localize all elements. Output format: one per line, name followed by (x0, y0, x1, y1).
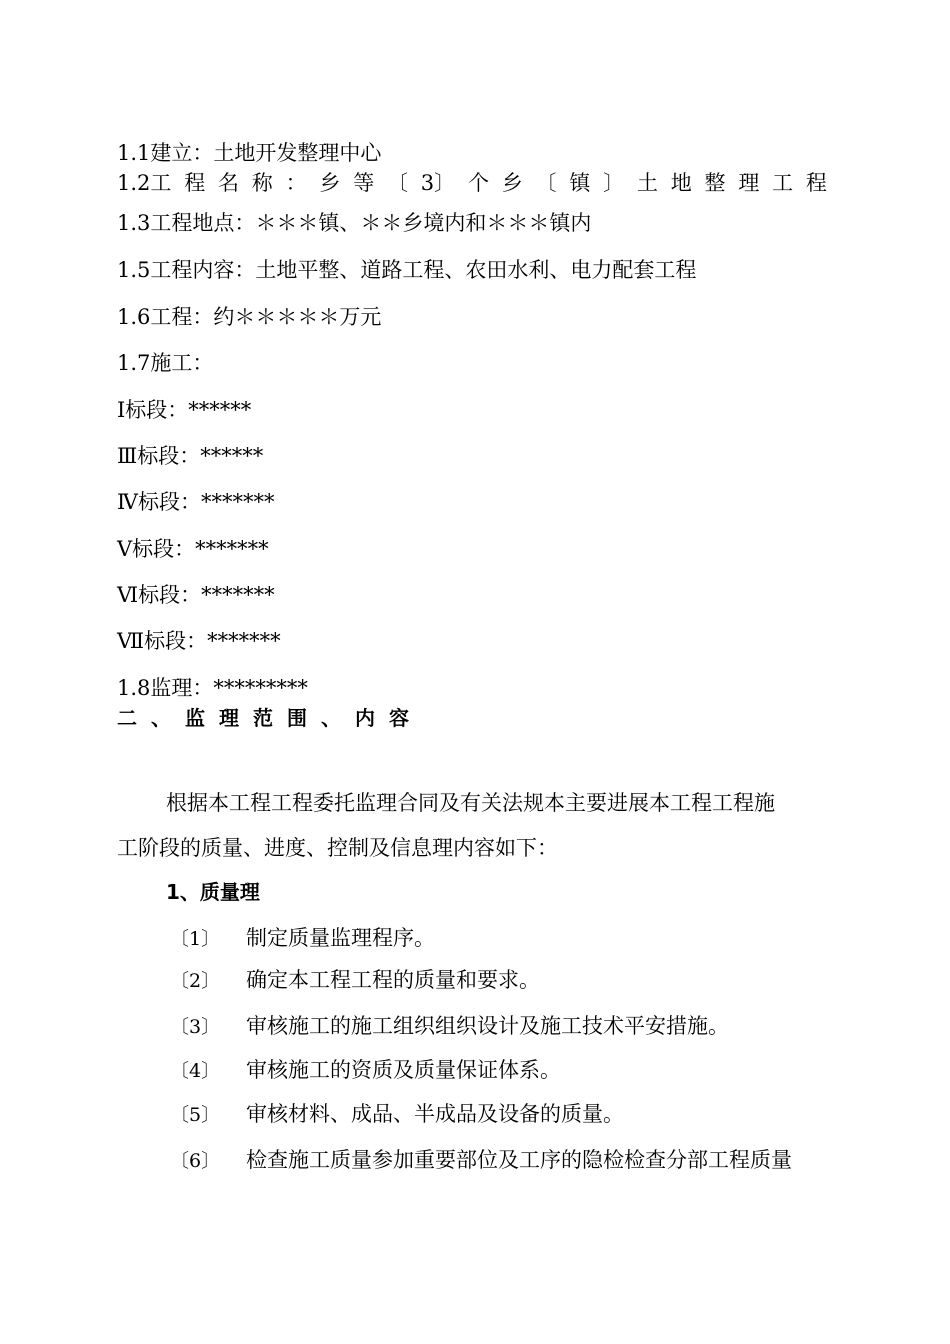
item-text: 确定本工程工程的质量和要求。 (246, 968, 540, 992)
project-name-char: 程 (805, 171, 827, 195)
project-name-char: 〔 (386, 171, 408, 195)
project-name-char: 等 (353, 171, 375, 195)
item-text: 制定质量监理程序。 (246, 926, 435, 950)
item-text: 检查施工质量参加重要部位及工序的隐检检查分部工程质量 (246, 1148, 792, 1172)
bid-section-line: Ⅲ标段：****** (117, 444, 264, 468)
item-number: 〔1〕 (170, 928, 221, 950)
project-name-char: 地 (670, 171, 692, 195)
project-name-char: 称 (251, 171, 273, 195)
paragraph-line: 根据本工程工程委托监理合同及有关法规本主要进展本工程工程施 (166, 791, 775, 815)
bid-section-line: Ⅴ标段：******* (117, 537, 269, 561)
project-name-char: 名 (218, 171, 239, 195)
project-name-char: 个 (467, 171, 489, 195)
item-text: 审核施工的施工组织组织设计及施工技术平安措施。 (246, 1014, 729, 1038)
project-name-char: 〕 (603, 171, 625, 195)
project-name-char: 1.2工 (117, 171, 172, 195)
contractor-line: 1.7施工： (117, 351, 214, 375)
list-item (170, 966, 540, 995)
project-content-line: 1.5工程内容：土地平整、道路工程、农田水利、电力配套工程 (117, 258, 697, 282)
paragraph-line: 工阶段的质量、进度、控制及信息理内容如下： (117, 836, 558, 860)
list-item (170, 1012, 729, 1041)
project-name-char: 理 (738, 171, 760, 195)
item-number: 〔5〕 (170, 1104, 221, 1126)
subsection-heading: 1、质量理 (166, 880, 260, 904)
item-number: 〔4〕 (170, 1060, 221, 1082)
client-line: 1.1建立：土地开发整理中心 (117, 141, 382, 165)
list-item (170, 1056, 561, 1085)
bid-section-line: Ⅶ标段：******* (117, 629, 281, 653)
project-name-char: 3〕 (420, 171, 456, 195)
item-number: 〔6〕 (170, 1150, 221, 1172)
section-heading: 二、监理范围、内容 (117, 706, 423, 730)
supervisor-line: 1.8监理：********* (117, 676, 308, 700)
project-name-char: 整 (704, 171, 726, 195)
project-name-char: 工 (772, 171, 794, 195)
project-name-char: 土 (636, 171, 658, 195)
project-name-char: 乡 (501, 171, 523, 195)
project-location-line: 1.3工程地点：＊＊＊镇、＊＊乡境内和＊＊＊镇内 (117, 211, 592, 235)
item-number: 〔2〕 (170, 970, 221, 992)
list-item (170, 1146, 792, 1175)
project-name-char: 镇 (569, 171, 591, 195)
item-text: 审核施工的资质及质量保证体系。 (246, 1058, 561, 1082)
list-item (170, 1100, 624, 1129)
project-cost-line: 1.6工程：约＊＊＊＊＊万元 (117, 305, 382, 329)
project-name-char: 〔 (535, 171, 557, 195)
bid-section-line: Ⅵ标段：******* (117, 583, 275, 607)
bid-section-line: Ⅰ标段：****** (117, 398, 252, 422)
item-number: 〔3〕 (170, 1016, 221, 1038)
item-text: 审核材料、成品、半成品及设备的质量。 (246, 1102, 624, 1126)
project-name-char: ： (285, 171, 307, 195)
project-name-char: 程 (184, 171, 206, 195)
bid-section-line: Ⅳ标段：******* (117, 490, 275, 514)
list-item (170, 924, 435, 953)
project-name-line (117, 169, 827, 197)
project-name-char: 乡 (319, 171, 341, 195)
